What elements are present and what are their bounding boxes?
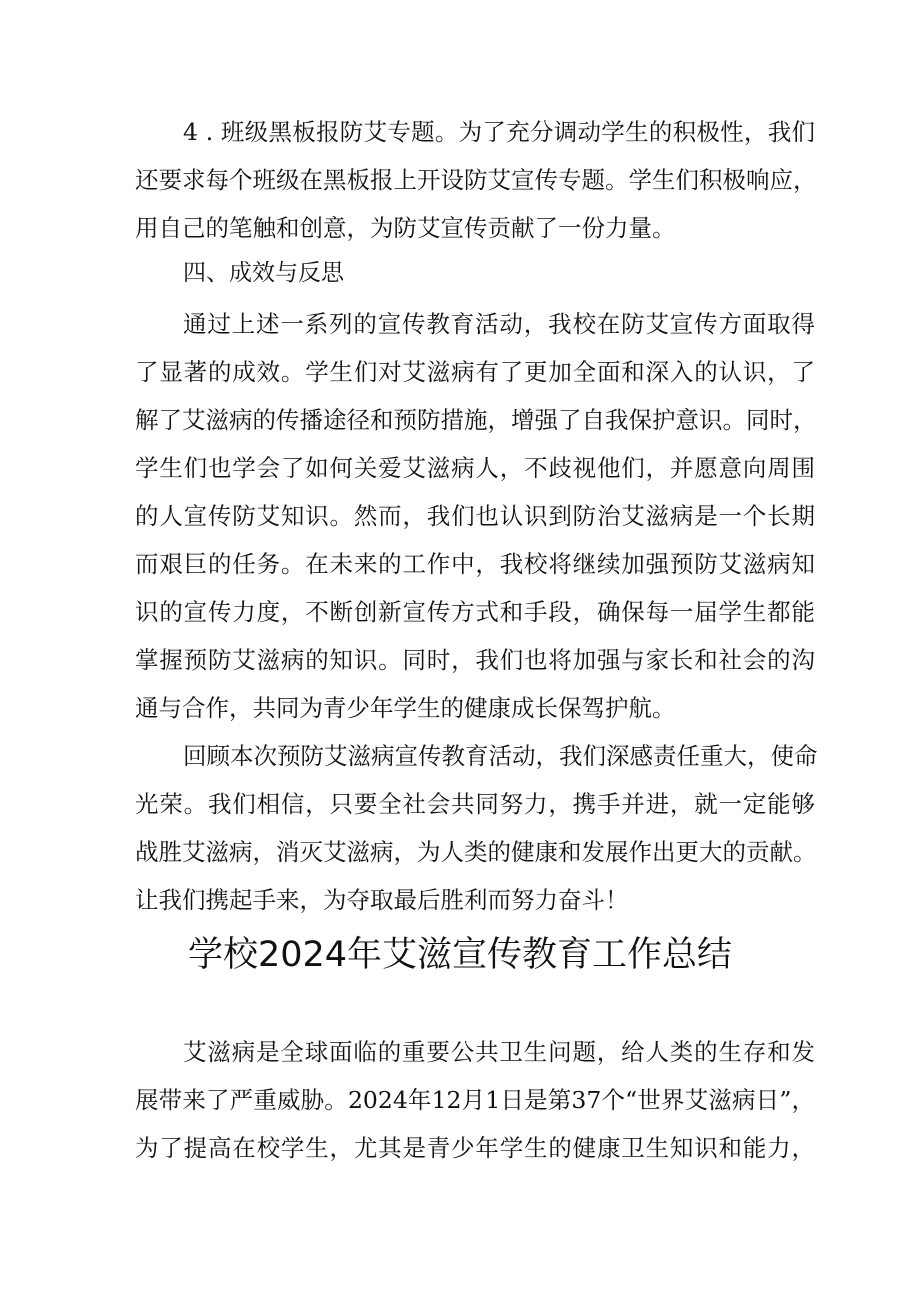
section-heading: 四、成效与反思	[183, 260, 344, 286]
text-line: 学生们也学会了如何关爱艾滋病人，不歧视他们，并愿意向周围	[135, 454, 815, 482]
text-line: 4 . 班级黑板报防艾专题。为了充分调动学生的积极性，我们	[183, 118, 815, 146]
text-line: 用自己的笔触和创意，为防艾宣传贡献了一份力量。	[135, 214, 676, 242]
text-line: 让我们携起手来，为夺取最后胜利而努力奋斗！	[135, 886, 629, 914]
text-line: 还要求每个班级在黑板报上开设防艾宣传专题。学生们积极响应，	[135, 166, 817, 194]
text-line: 通与合作，共同为青少年学生的健康成长保驾护航。	[135, 694, 676, 722]
text-line: 识的宣传力度，不断创新宣传方式和手段，确保每一届学生都能	[135, 598, 815, 626]
text-line: 为了提高在校学生，尤其是青少年学生的健康卫生知识和能力，	[135, 1134, 815, 1162]
text-line: 的人宣传防艾知识。然而，我们也认识到防治艾滋病是一个长期	[135, 502, 815, 530]
text-line: 通过上述一系列的宣传教育活动，我校在防艾宣传方面取得	[183, 310, 815, 338]
text-line: 而艰巨的任务。在未来的工作中，我校将继续加强预防艾滋病知	[135, 550, 815, 578]
text-line: 回顾本次预防艾滋病宣传教育活动，我们深感责任重大，使命	[183, 742, 818, 770]
text-line: 艾滋病是全球面临的重要公共卫生问题，给人类的生存和发	[183, 1038, 815, 1066]
text-line: 解了艾滋病的传播途径和预防措施，增强了自我保护意识。同时，	[135, 406, 817, 434]
text-line: 掌握预防艾滋病的知识。同时，我们也将加强与家长和社会的沟	[135, 646, 815, 674]
text-line: 战胜艾滋病，消灭艾滋病，为人类的健康和发展作出更大的贡献。	[135, 838, 817, 866]
document-title: 学校2024年艾滋宣传教育工作总结	[187, 935, 733, 975]
text-line: 展带来了严重威胁。2024年12月1日是第37个“世界艾滋病日”，	[135, 1086, 815, 1114]
text-line: 光荣。我们相信，只要全社会共同努力，携手并进，就一定能够	[135, 790, 815, 818]
text-line: 了显著的成效。学生们对艾滋病有了更加全面和深入的认识，了	[135, 358, 815, 386]
